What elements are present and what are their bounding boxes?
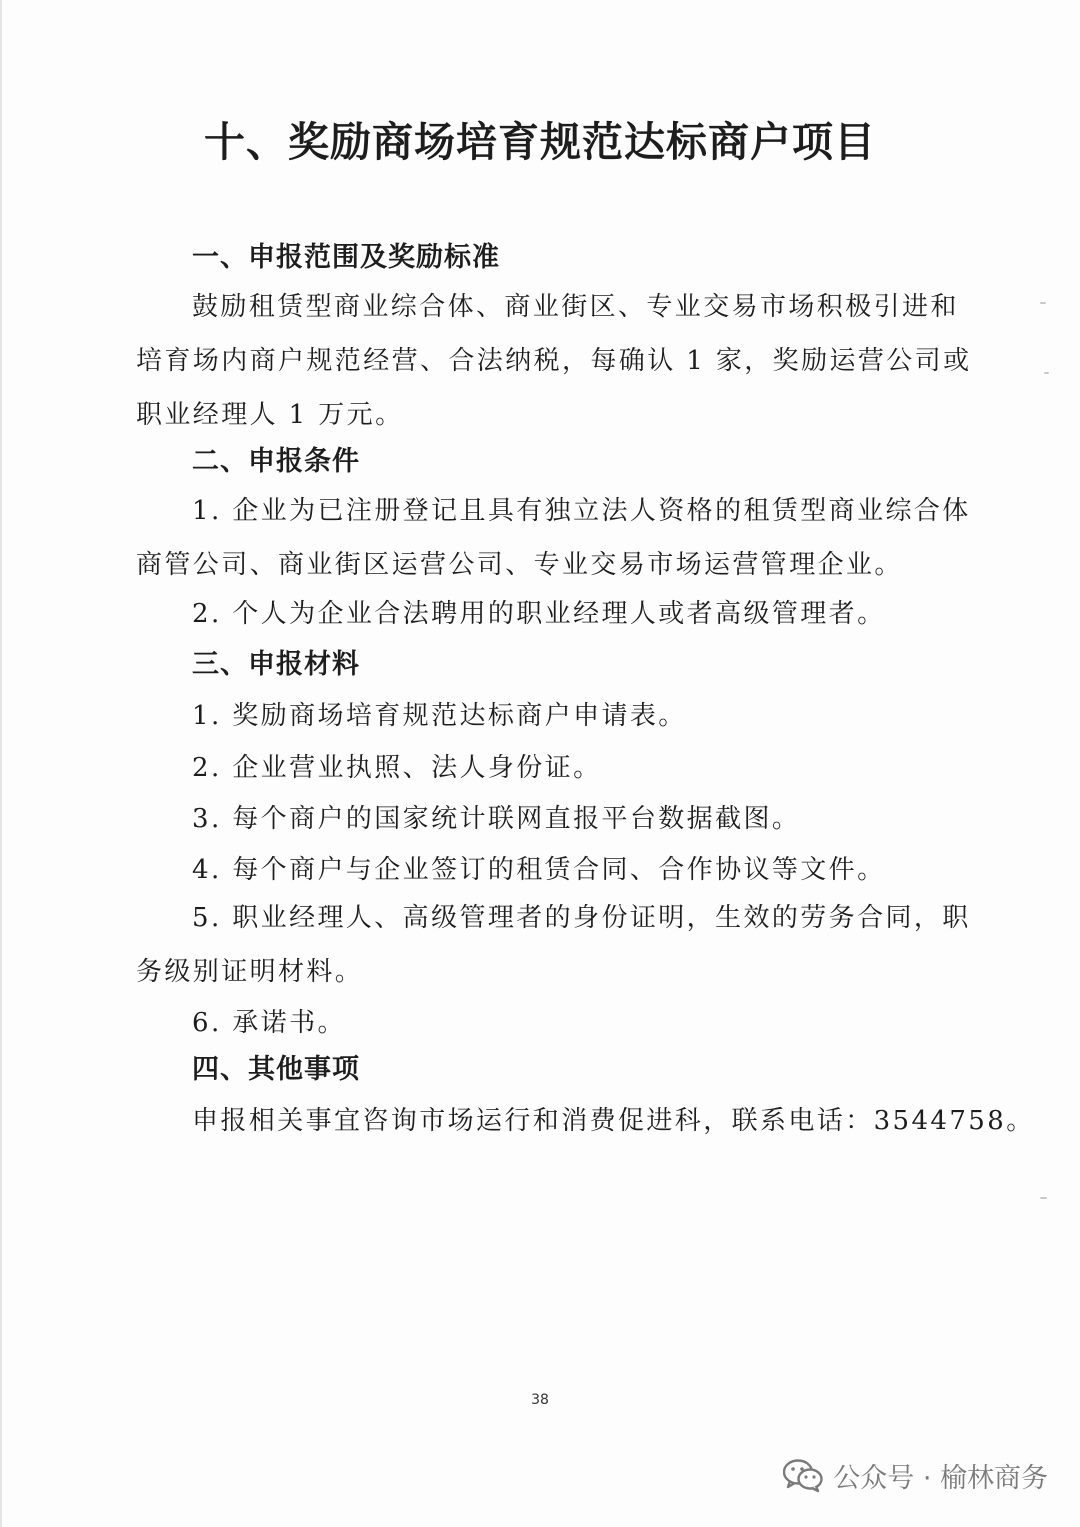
page-title: 十、奖励商场培育规范达标商户项目 (204, 118, 876, 166)
scan-speck (1044, 372, 1049, 374)
wechat-watermark (783, 1456, 1048, 1495)
material-item-2: 2. 企业营业执照、法人身份证。 (192, 753, 602, 783)
section-scope-paragraph: 鼓励租赁型商业综合体、商业街区、专业交易市场积极引进和培育场内商户规范经营、合法纳税，每确认 1 家，奖励运营公司或职业经理人 1 万元。 (136, 292, 972, 430)
material-item-4: 4. 每个商户与企业签订的租赁合同、合作协议等文件。 (192, 855, 886, 885)
material-item-1: 1. 奖励商场培育规范达标商户申请表。 (192, 701, 687, 731)
scan-speck (1040, 302, 1046, 304)
section-heading-conditions: 二、申报条件 (192, 446, 360, 477)
watermark-text: 公众号 · 榆林商务 (833, 1463, 1048, 1494)
wechat-icon (783, 1459, 823, 1493)
scan-edge (0, 0, 2, 1527)
scan-speck (1040, 1197, 1047, 1199)
condition-item-1: 1. 企业为已注册登记且具有独立法人资格的租赁型商业综合体商管公司、商业街区运营公司、专业交易市场运营管理企业。 (136, 496, 971, 580)
section-heading-other: 四、其他事项 (192, 1054, 360, 1085)
material-item-3: 3. 每个商户的国家统计联网直报平台数据截图。 (192, 804, 801, 834)
condition-item-2: 2. 个人为企业合法聘用的职业经理人或者高级管理者。 (192, 599, 886, 629)
material-item-6: 6. 承诺书。 (192, 1008, 346, 1038)
other-item: 申报相关事宜咨询市场运行和消费促进科，联系电话：3544758。 (192, 1106, 1035, 1136)
section-heading-scope: 一、申报范围及奖励标准 (192, 242, 500, 273)
material-item-5: 5. 职业经理人、高级管理者的身份证明，生效的劳务合同，职务级别证明材料。 (136, 903, 971, 987)
page-number: 38 (531, 1392, 549, 1408)
section-heading-materials: 三、申报材料 (192, 649, 360, 680)
